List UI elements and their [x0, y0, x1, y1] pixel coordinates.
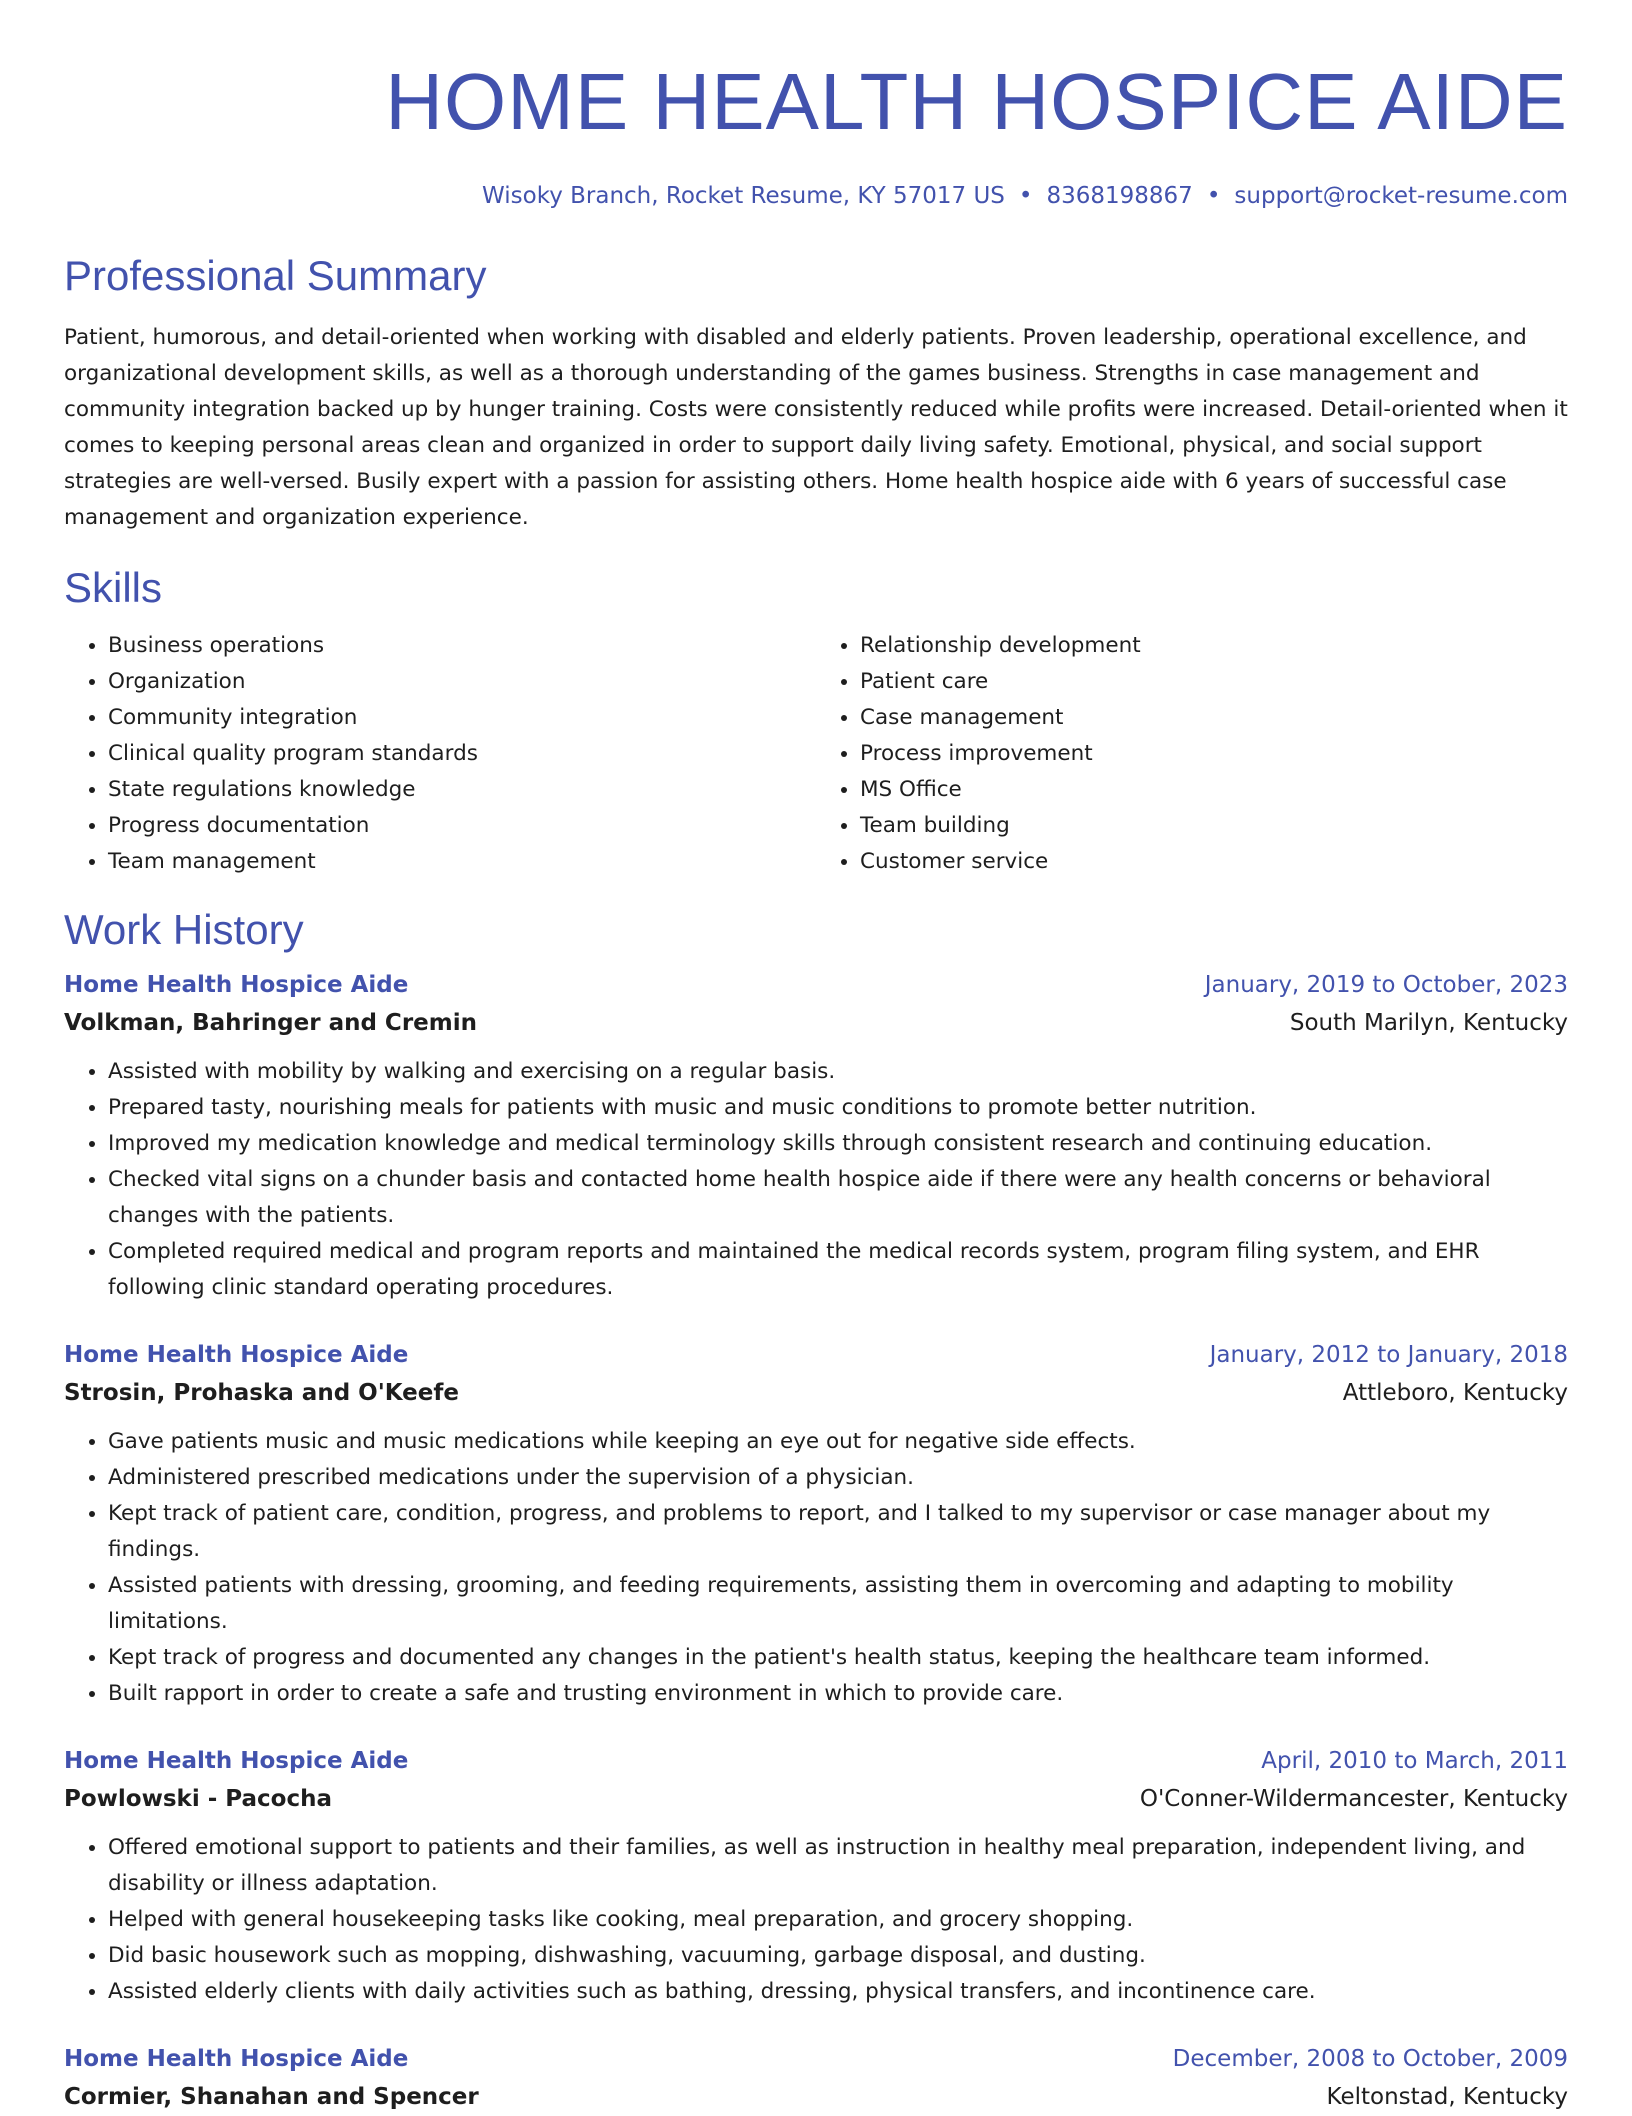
skill-item: • Team building	[860, 808, 1568, 844]
job-bullet: • Prepared tasty, nourishing meals for patients with music and music conditions to promote better nutrition.	[108, 1090, 1568, 1126]
candidate-name: HOME HEALTH HOSPICE AIDE	[385, 57, 1568, 146]
job-header-row	[64, 2040, 1568, 2078]
job-bullet: • Administered prescribed medications under the supervision of a physician.	[108, 1460, 1568, 1496]
job-bullet: • Kept track of progress and documented any changes in the patient's health status, keeping the healthcare team informed.	[108, 1640, 1568, 1676]
contact-separator: •	[1206, 183, 1221, 209]
skill-item: • Business operations	[108, 628, 816, 664]
job-company: Strosin, Prohaska and O'Keefe	[64, 1380, 459, 1406]
job-dates: December, 2008 to October, 2009	[1172, 2046, 1568, 2072]
skill-item: • Customer service	[860, 844, 1568, 880]
work-history-heading: Work History	[64, 906, 304, 953]
job-dates: January, 2019 to October, 2023	[1204, 972, 1568, 998]
job-company-row	[64, 1780, 1568, 1818]
skill-item: • Organization	[108, 664, 816, 700]
job-entry	[64, 966, 1568, 1306]
summary-text: Patient, humorous, and detail-oriented when working with disabled and elderly patients. Proven leadership, operational excellence, and organizational development skills, as well as a thorough understanding of the games business. Strengths in case management and community integration backed up by hunger training. Costs were consistently reduced while profits were increased. Detail-oriented when it comes to keeping personal areas clean and organized in order to support daily living safety. Emotional, physical, and social support strategies are well-versed. Busily expert with a passion for assisting others. Home health hospice aide with 6 years of successful case management and organization experience.	[64, 325, 1568, 530]
job-bullets	[64, 1054, 1568, 1306]
contact-phone: 8368198867	[1046, 183, 1193, 209]
job-entry	[64, 1742, 1568, 2010]
skill-item: • Community integration	[108, 700, 816, 736]
job-location: Attleboro, Kentucky	[1342, 1380, 1568, 1406]
job-entry	[64, 1336, 1568, 1712]
job-dates: January, 2012 to January, 2018	[1209, 1342, 1568, 1368]
skill-item: • Relationship development	[860, 628, 1568, 664]
job-title: Home Health Hospice Aide	[64, 1342, 409, 1368]
job-bullet: • Helped with general housekeeping tasks like cooking, meal preparation, and grocery shopping.	[108, 1902, 1568, 1938]
skills-heading: Skills	[64, 564, 163, 611]
contact-email: support@rocket-resume.com	[1234, 183, 1568, 209]
job-company: Volkman, Bahringer and Cremin	[64, 1010, 477, 1036]
contact-separator: •	[1018, 183, 1033, 209]
job-title: Home Health Hospice Aide	[64, 2046, 409, 2072]
job-bullet: • Improved my medication knowledge and medical terminology skills through consistent research and continuing education.	[108, 1126, 1568, 1162]
job-bullet: • Kept track of patient care, condition, progress, and problems to report, and I talked to my supervisor or case manager about my findings.	[108, 1496, 1568, 1568]
job-location: Keltonstad, Kentucky	[1326, 2084, 1568, 2110]
skill-item: • Patient care	[860, 664, 1568, 700]
job-title: Home Health Hospice Aide	[64, 1748, 409, 1774]
job-bullet: • Assisted patients with dressing, grooming, and feeding requirements, assisting them in overcoming and adapting to mobility limitations.	[108, 1568, 1568, 1640]
contact-line	[64, 180, 1568, 212]
resume-header	[64, 52, 1568, 212]
job-company: Cormier, Shanahan and Spencer	[64, 2084, 479, 2110]
job-location: O'Conner-Wildermancester, Kentucky	[1139, 1786, 1568, 1812]
skill-item: • Process improvement	[860, 736, 1568, 772]
job-bullet: • Did basic housework such as mopping, dishwashing, vacuuming, garbage disposal, and dusting.	[108, 1938, 1568, 1974]
job-bullet: • Assisted with mobility by walking and exercising on a regular basis.	[108, 1054, 1568, 1090]
job-dates: April, 2010 to March, 2011	[1261, 1748, 1568, 1774]
job-entry	[64, 2040, 1568, 2116]
job-company-row	[64, 2078, 1568, 2116]
skill-item: • Progress documentation	[108, 808, 816, 844]
job-location: South Marilyn, Kentucky	[1289, 1010, 1568, 1036]
job-company-row	[64, 1004, 1568, 1042]
skill-item: • Clinical quality program standards	[108, 736, 816, 772]
job-header-row	[64, 966, 1568, 1004]
job-company: Powlowski - Pacocha	[64, 1786, 332, 1812]
work-history-section	[64, 904, 1568, 2116]
skills-section	[64, 562, 1568, 880]
skills-list-left	[64, 628, 816, 880]
job-bullet: • Completed required medical and program reports and maintained the medical records system, program filing system, and EHR following clinic standard operating procedures.	[108, 1234, 1568, 1306]
job-title: Home Health Hospice Aide	[64, 972, 409, 998]
job-bullet: • Offered emotional support to patients and their families, as well as instruction in healthy meal preparation, independent living, and disability or illness adaptation.	[108, 1830, 1568, 1902]
summary-section	[64, 250, 1568, 536]
job-bullets	[64, 1424, 1568, 1712]
job-bullet: • Built rapport in order to create a safe and trusting environment in which to provide care.	[108, 1676, 1568, 1712]
contact-address: Wisoky Branch, Rocket Resume, KY 57017 US	[482, 183, 1005, 209]
skill-item: • MS Office	[860, 772, 1568, 808]
skills-columns	[64, 628, 1568, 880]
job-bullet: • Checked vital signs on a chunder basis and contacted home health hospice aide if there were any health concerns or behavioral changes with the patients.	[108, 1162, 1568, 1234]
job-bullets	[64, 1830, 1568, 2010]
skills-list-right	[816, 628, 1568, 880]
skill-item: • State regulations knowledge	[108, 772, 816, 808]
job-bullet: • Gave patients music and music medications while keeping an eye out for negative side effects.	[108, 1424, 1568, 1460]
job-header-row	[64, 1742, 1568, 1780]
job-bullet: • Assisted elderly clients with daily activities such as bathing, dressing, physical transfers, and incontinence care.	[108, 1974, 1568, 2010]
skill-item: • Team management	[108, 844, 816, 880]
skill-item: • Case management	[860, 700, 1568, 736]
summary-heading: Professional Summary	[64, 252, 487, 299]
job-header-row	[64, 1336, 1568, 1374]
job-company-row	[64, 1374, 1568, 1412]
